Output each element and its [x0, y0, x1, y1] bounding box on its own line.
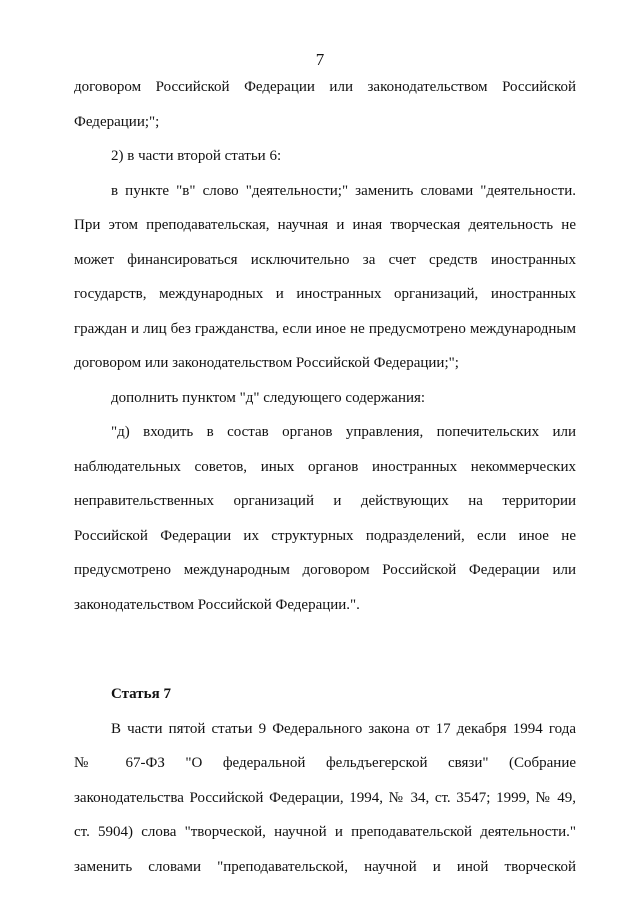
document-body	[74, 70, 576, 884]
page-number: 7	[315, 50, 325, 69]
text-line: дополнить пунктом "д" следующего содержания:	[111, 389, 426, 406]
article-heading: Статья 7	[111, 686, 171, 702]
text-line: наблюдательных советов, иных органов иностранных некоммерческих	[74, 458, 576, 475]
text-line: законодательства Российской Федерации, 1994, № 34, ст. 3547; 1999, № 49,	[74, 789, 576, 806]
text-line: № 67-ФЗ "О федеральной фельдъегерской связи" (Собрание	[74, 755, 576, 771]
text-line: договором Российской Федерации или законодательством Российской	[74, 79, 576, 95]
text-line: ст. 5904) слова "творческой, научной и преподавательской деятельности."	[74, 824, 576, 840]
text-line: При этом преподавательская, научная и иная творческая деятельность не	[74, 217, 576, 233]
text-line: "д) входить в состав органов управления, попечительских или	[111, 424, 576, 440]
text-line: законодательством Российской Федерации.".	[74, 596, 360, 613]
text-line: заменить словами "преподавательской, научной и иной творческой	[74, 858, 576, 875]
text-line: предусмотрено международным договором Российской Федерации или	[74, 562, 576, 578]
text-line: договором или законодательством Российской Федерации;";	[74, 355, 459, 371]
section-spacer	[74, 622, 576, 677]
text-line: Российской Федерации их структурных подразделений, если иное не	[74, 527, 576, 544]
text-line: В части пятой статьи 9 Федерального закона от 17 декабря 1994 года	[111, 720, 576, 737]
text-line: государств, международных и иностранных организаций, иностранных	[74, 286, 576, 302]
text-line: может финансироваться исключительно за счет средств иностранных	[74, 251, 576, 268]
text-line: граждан и лиц без гражданства, если иное не предусмотрено международным	[74, 320, 576, 337]
text-line: Федерации;";	[74, 113, 160, 130]
text-line: 2) в части второй статьи 6:	[111, 148, 282, 164]
text-line: в пункте "в" слово "деятельности;" заменить словами "деятельности.	[111, 182, 576, 199]
text-line: неправительственных организаций и действующих на территории	[74, 493, 576, 509]
